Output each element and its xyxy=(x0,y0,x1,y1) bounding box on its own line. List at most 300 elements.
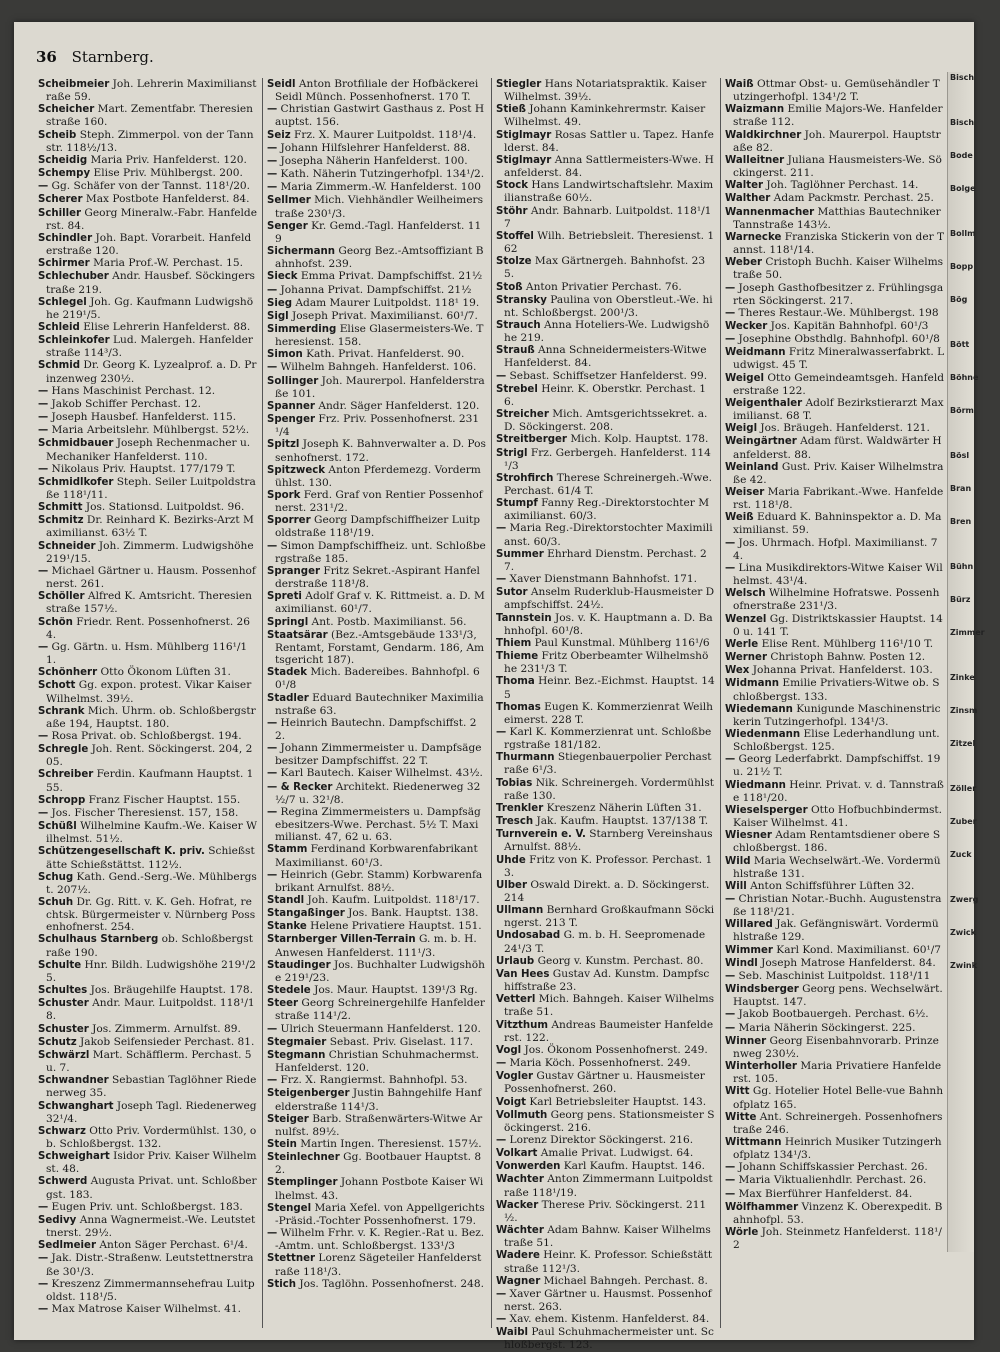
entry-details: Augusta Privat. unt. Schloßbergst. 183. xyxy=(46,1175,257,1201)
directory-column-4 xyxy=(721,78,950,1328)
entry-details: Adam Maurer Luitpoldst. 118¹ 19. xyxy=(292,296,480,309)
entry-details: Eugen Priv. unt. Schloßbergst. 183. xyxy=(48,1200,243,1213)
entry-name: — xyxy=(496,370,507,382)
directory-entry xyxy=(496,586,715,611)
entry-name: Streicher xyxy=(496,409,549,421)
directory-entry xyxy=(38,424,257,437)
entry-details: Max Gärtnergeh. Bahnhofst. 235. xyxy=(504,255,706,281)
entry-details: Dr. Georg K. Lyzealprof. a. D. Prinzenweg 230½. xyxy=(46,359,257,385)
directory-entry xyxy=(496,205,715,230)
directory-entry xyxy=(267,220,486,245)
entry-name: Winner xyxy=(725,1035,767,1047)
entry-details: Georg Mineralw.-Fabr. Hanfelderst. 84. xyxy=(46,206,257,232)
entry-details: Wilh. Betriebsleit. Theresienst. 162 xyxy=(504,229,715,256)
directory-entry xyxy=(725,307,945,320)
entry-name: Wacker xyxy=(496,1199,539,1211)
directory-entry xyxy=(38,666,257,679)
directory-entry xyxy=(725,1136,945,1161)
entry-name: Weigel xyxy=(725,372,764,384)
entry-name: Vitzthum xyxy=(496,1019,548,1031)
entry-details: Andr. Bahnarb. Luitpoldst. 118¹/17 xyxy=(504,204,712,230)
entry-details: Fritz von K. Professor. Perchast. 13. xyxy=(504,853,713,879)
entry-details: Maria Privatiere Hanfelderst. 105. xyxy=(733,1060,942,1086)
entry-details: Regina Zimmermeisters u. Dampfsägebesitzers-Wwe. Perchast. 5½ T. Maximilianst. 47, 62 u. 63. xyxy=(275,805,481,844)
entry-name: Turnverein e. V. xyxy=(496,829,586,841)
directory-entry xyxy=(496,1134,715,1147)
entry-name: — xyxy=(496,1288,507,1300)
entry-details: Joh. Bapt. Vorarbeit. Hanfelderstraße 120. xyxy=(46,231,252,258)
entry-name: — xyxy=(38,385,49,397)
directory-entry xyxy=(496,1057,715,1070)
entry-details: Jos. v. K. Hauptmann a. D. Bahnhofpl. 60¹/8. xyxy=(504,611,713,637)
entry-details: G. m. b. H. Seepromenade 24¹/3 T. xyxy=(504,929,706,955)
directory-column-2 xyxy=(263,78,492,1328)
entry-name: Sollinger xyxy=(267,375,319,387)
entry-name: Schiller xyxy=(38,207,82,219)
entry-details: Gg. Schäfer von der Tannst. 118¹/20. xyxy=(48,180,251,193)
directory-entry xyxy=(38,207,257,232)
entry-name: Undosabad xyxy=(496,930,561,942)
entry-name: Stich xyxy=(267,1278,296,1290)
entry-details: Maria Xefel. von Appellgerichts-Präsid.-Tochter Possenhofnerst. 179. xyxy=(275,1201,485,1227)
directory-entry xyxy=(38,1201,257,1214)
entry-name: Schuh xyxy=(38,897,74,908)
edge-fragment: Bran xyxy=(950,484,972,493)
entry-details: Andr. Säger Hanfelderst. 120. xyxy=(314,399,480,412)
entry-name: Weiß xyxy=(725,512,754,524)
entry-name: Scheidig xyxy=(38,154,88,166)
directory-entry xyxy=(267,1023,486,1036)
entry-name: Wild xyxy=(725,855,751,867)
directory-entry xyxy=(267,616,486,629)
entry-name: Spenger xyxy=(267,414,316,426)
directory-entry xyxy=(267,717,486,742)
entry-name: Wölfhammer xyxy=(725,1201,799,1213)
entry-details: Heinr. K. Oberstkr. Perchast. 16. xyxy=(504,382,706,408)
entry-details: Kreszenz Zimmermannsehefrau Luitpoldst. 118¹/5. xyxy=(46,1277,255,1303)
directory-entry xyxy=(38,501,257,514)
entry-details: Johanna Privat. Dampfschiffst. 21½ xyxy=(277,283,472,296)
entry-name: Schleinkofer xyxy=(38,335,110,347)
directory-entry xyxy=(38,984,257,997)
directory-entry xyxy=(496,1019,715,1044)
directory-entry xyxy=(725,1111,945,1136)
entry-details: Mart. Zementfabr. Theresienstraße 160. xyxy=(46,103,253,129)
entry-name: Spitzl xyxy=(267,439,300,451)
entry-details: Wilhelmine Kaufm.-We. Kaiser Wilhelmst. 51½. xyxy=(46,820,257,846)
directory-entry xyxy=(38,641,257,666)
entry-name: Vetterl xyxy=(496,994,536,1006)
entry-details: Maria Viktualienhdlr. Perchast. 26. xyxy=(735,1174,927,1187)
entry-details: Joh. Lehrerin Maximilianstraße 59. xyxy=(46,78,257,104)
directory-entry xyxy=(725,372,945,397)
entry-name: Simmerding xyxy=(267,323,337,335)
directory-entry xyxy=(725,1226,945,1251)
directory-entry xyxy=(267,907,486,920)
directory-entry xyxy=(267,361,486,374)
directory-entry xyxy=(267,181,486,194)
entry-name: — xyxy=(267,1228,278,1240)
entry-name: Schwanghart xyxy=(38,1100,114,1112)
entry-details: Jos. Stationsd. Luitpoldst. 96. xyxy=(82,501,245,514)
entry-details: Karl Kaufm. Hauptst. 146. xyxy=(560,1160,705,1173)
entry-name: Weidmann xyxy=(725,347,786,359)
entry-name: — xyxy=(38,565,49,577)
entry-name: Schregle xyxy=(38,744,89,756)
entry-details: Heinrich Bautechn. Dampfschiffst. 22. xyxy=(275,716,477,742)
entry-name: Wittmann xyxy=(725,1136,782,1148)
entry-name: Windsberger xyxy=(725,984,799,996)
entry-name: Schwandner xyxy=(38,1075,109,1087)
directory-entry xyxy=(267,1202,486,1227)
directory-entry xyxy=(725,1008,945,1021)
entry-name: Stolze xyxy=(496,256,532,268)
directory-entry xyxy=(496,129,715,154)
entry-details: Wilhelmine Hofratswe. Possenhofnerstraße 231¹/3. xyxy=(733,587,940,613)
entry-details: Wilhelm Frhr. v. K. Regier.-Rat u. Bez.-Amtm. unt. Schloßbergst. 133¹/3 xyxy=(275,1227,485,1253)
entry-name: Stöhr xyxy=(496,205,528,217)
directory-entry xyxy=(725,1060,945,1085)
entry-details: Heinr. Bez.-Eichmst. Hauptst. 145 xyxy=(504,675,715,701)
entry-name: Schindler xyxy=(38,232,93,244)
entry-details: Joh. Steinmetz Hanfelderst. 118¹/2 xyxy=(733,1226,942,1252)
entry-details: Jos. Ökonom Possenhofnerst. 249. xyxy=(521,1043,708,1056)
entry-name: Wiedenmann xyxy=(725,728,801,740)
entry-details: Xav. ehem. Kistenm. Hanfelderst. 84. xyxy=(506,1313,710,1326)
entry-name: Schreiber xyxy=(38,769,94,781)
entry-name: Strigl xyxy=(496,447,528,459)
entry-details: Kath. Gend.-Serg.-We. Mühlbergst. 207½. xyxy=(46,870,257,896)
directory-entry xyxy=(725,231,945,256)
entry-name: Schmitt xyxy=(38,502,83,514)
directory-entry xyxy=(267,869,486,894)
directory-entry xyxy=(725,537,945,562)
directory-entry xyxy=(496,1096,715,1109)
directory-entry xyxy=(496,1199,715,1224)
entry-details: Jos. Bank. Hauptst. 138. xyxy=(344,907,479,920)
entry-details: Wilhelm Bahngeh. Hanfelderst. 106. xyxy=(277,361,477,374)
entry-details: Johann Postbote Kaiser Wilhelmst. 43. xyxy=(275,1176,484,1202)
directory-entry xyxy=(725,511,945,536)
entry-details: Hans Maschinist Perchast. 12. xyxy=(48,384,216,397)
entry-details: Emilie Majors-We. Hanfelderstraße 112. xyxy=(733,103,943,129)
entry-name: Scheibmeier xyxy=(38,79,110,90)
entry-name: Weigenthaler xyxy=(725,397,803,409)
entry-details: Jos. Taglöhn. Possenhofnerst. 248. xyxy=(296,1277,484,1290)
directory-entry xyxy=(38,398,257,411)
directory-entry xyxy=(496,828,715,853)
entry-details: Michael Gärtner u. Hausm. Possenhofnerst. 261. xyxy=(46,564,256,591)
entry-details: Emilie Privatiers-Witwe ob. Schloßbergst. 133. xyxy=(733,677,940,703)
entry-details: Helene Privatiere Hauptst. 151. xyxy=(306,920,482,933)
directory-entry xyxy=(725,256,945,281)
entry-details: Anna Wagnermeist.-We. Leutstettnerst. 29½. xyxy=(46,1213,256,1240)
entry-details: Architekt. Riedenerweg 32½/7 u. 32¹/8. xyxy=(275,780,481,806)
edge-fragment: Zitzel xyxy=(950,739,976,748)
entry-details: Jos. Kapitän Bahnhofpl. 60¹/3 xyxy=(767,319,929,332)
directory-entry xyxy=(496,879,715,904)
entry-details: Stiegenbauerpolier Perchastraße 6¹/3. xyxy=(504,751,712,777)
directory-entry xyxy=(725,944,945,957)
entry-name: Wieselsperger xyxy=(725,804,808,816)
entry-name: — xyxy=(267,540,278,552)
directory-entry xyxy=(38,193,257,206)
entry-details: Elise Glasermeisters-We. Theresienst. 158. xyxy=(275,322,484,349)
directory-entry xyxy=(725,1022,945,1035)
entry-details: Nik. Schreinergeh. Vordermühlstraße 130. xyxy=(504,776,715,802)
entry-name: — xyxy=(496,574,507,586)
entry-details: Joh. Zimmerm. Ludwigshöhe 219¹/15. xyxy=(46,539,254,565)
directory-entry xyxy=(725,728,945,753)
directory-entry xyxy=(267,742,486,767)
entry-name: Weiser xyxy=(725,487,765,498)
directory-entry xyxy=(725,753,945,778)
entry-details: Gg. Hotelier Hotel Belle-vue Bahnhofplatz 165. xyxy=(733,1085,944,1111)
edge-fragment: Zimmer xyxy=(950,628,985,637)
entry-name: Spork xyxy=(267,490,301,501)
directory-entry xyxy=(267,959,486,984)
entry-name: — xyxy=(725,307,736,319)
entry-name: — xyxy=(38,181,49,193)
entry-name: Starnberger Villen-Terrain xyxy=(267,934,416,946)
directory-entry xyxy=(267,920,486,933)
entry-details: Heinr. Privat. v. d. Tannstraße 118¹/20. xyxy=(733,778,944,804)
entry-details: Georg pens. Wechselwärt. Hauptst. 147. xyxy=(733,983,943,1009)
entry-details: Frz. X. Rangiermst. Bahnhofpl. 53. xyxy=(277,1074,468,1087)
entry-name: Schmidbauer xyxy=(38,438,114,450)
entry-name: — xyxy=(267,142,278,154)
entry-details: Gustav Gärtner u. Hausmeister Possenhofnerst. 260. xyxy=(504,1070,705,1096)
entry-name: Tannstein xyxy=(496,612,552,624)
directory-entry xyxy=(496,255,715,280)
directory-entry xyxy=(496,294,715,319)
entry-name: Uhde xyxy=(496,854,526,866)
entry-name: Schwarz xyxy=(38,1125,86,1137)
page-number: 36 xyxy=(36,48,57,66)
entry-details: Sebastian Taglöhner Riedenerweg 35. xyxy=(46,1074,257,1100)
directory-entry xyxy=(38,794,257,807)
entry-name: Schmitz xyxy=(38,515,84,527)
entry-name: Wecker xyxy=(725,320,768,332)
directory-entry xyxy=(38,359,257,384)
directory-entry xyxy=(38,1252,257,1277)
entry-name: Schutz xyxy=(38,1036,77,1048)
entry-details: Anton Säger Perchast. 6¹/4. xyxy=(95,1239,248,1252)
directory-column-3 xyxy=(492,78,721,1352)
entry-details: Eduard K. Bahninspektor a. D. Maximilianst. 59. xyxy=(733,511,942,537)
directory-entry xyxy=(725,422,945,435)
entry-details: Jos. Maur. Hauptst. 139¹/3 Rg. xyxy=(310,984,478,997)
entry-details: Ant. Schreinergeh. Possenhofnerstraße 246. xyxy=(733,1110,943,1136)
entry-details: Ottmar Obst- u. Gemüsehändler Tutzingerhofpl. 134¹/2 T. xyxy=(733,78,940,104)
entry-name: Stadler xyxy=(267,692,309,704)
directory-entry xyxy=(496,675,715,700)
entry-name: Waiß xyxy=(725,79,754,90)
directory-entry xyxy=(496,777,715,802)
directory-entry xyxy=(267,489,486,514)
directory-entry xyxy=(38,705,257,730)
directory-entry xyxy=(725,893,945,918)
entry-details: Kath. Näherin Tutzingerhofpl. 134¹/2. xyxy=(277,168,485,181)
entry-details: Rosas Sattler u. Tapez. Hanfelderst. 84. xyxy=(504,128,714,154)
directory-entry xyxy=(496,447,715,472)
entry-name: Stock xyxy=(496,180,529,192)
entry-name: Springl xyxy=(267,616,309,628)
entry-name: Trenkler xyxy=(496,802,544,814)
directory-entry xyxy=(496,472,715,497)
directory-entry xyxy=(38,730,257,743)
entry-details: Gust. Priv. Kaiser Wilhelmstraße 42. xyxy=(733,460,944,486)
entry-details: Elise Rent. Mühlberg 116¹/10 T. xyxy=(758,637,934,650)
entry-name: Wiedemann xyxy=(725,703,793,715)
entry-details: Mich. Badereibes. Bahnhofpl. 60¹/8 xyxy=(275,666,480,692)
edge-fragment: Bopp xyxy=(950,262,974,271)
directory-entry xyxy=(38,616,257,641)
entry-details: Karl Bautech. Kaiser Wilhelmst. 43½. xyxy=(277,767,483,780)
entry-details: Jakob Seifensieder Perchast. 81. xyxy=(76,1035,255,1048)
entry-name: Schuster xyxy=(38,998,89,1010)
directory-entry xyxy=(267,1138,486,1151)
entry-name: Stein xyxy=(267,1138,297,1150)
directory-entry xyxy=(496,802,715,815)
directory-entry xyxy=(496,751,715,776)
entry-name: Stiglmayr xyxy=(496,154,552,166)
entry-name: — xyxy=(267,1075,278,1087)
edge-fragment: Zwink xyxy=(950,961,977,970)
directory-entry xyxy=(38,167,257,180)
directory-entry xyxy=(38,1239,257,1252)
directory-entry xyxy=(267,565,486,590)
entry-name: Van Hees xyxy=(496,968,550,980)
entry-name: Steigenberger xyxy=(267,1088,350,1100)
entry-details: Jakob Bootbauergeh. Perchast. 6½. xyxy=(735,1008,929,1021)
entry-name: — xyxy=(725,282,736,294)
directory-entry xyxy=(496,854,715,879)
directory-entry xyxy=(496,408,715,433)
edge-fragment: Zuber xyxy=(950,817,977,826)
directory-entry xyxy=(38,1074,257,1099)
entry-name: Scheicher xyxy=(38,104,95,116)
directory-entry xyxy=(38,540,257,565)
entry-name: — xyxy=(38,398,49,410)
directory-entry xyxy=(267,78,486,103)
edge-fragment: Zöller xyxy=(950,784,977,793)
entry-name: Schrank xyxy=(38,705,85,717)
directory-entry xyxy=(38,180,257,193)
directory-entry xyxy=(496,637,715,650)
directory-column-1 xyxy=(34,78,263,1328)
entry-name: — xyxy=(496,1058,507,1070)
entry-details: Fritz Oberbeamter Wilhelmshöhe 231¹/3 T. xyxy=(504,650,709,676)
entry-name: Waibl xyxy=(496,1327,529,1339)
entry-name: — xyxy=(38,730,49,742)
directory-entry xyxy=(38,845,257,870)
directory-entry xyxy=(496,955,715,968)
entry-details: Michael Bahngeh. Perchast. 8. xyxy=(540,1274,708,1287)
directory-entry xyxy=(267,103,486,128)
directory-entry xyxy=(725,1201,945,1226)
directory-entry xyxy=(267,997,486,1022)
entry-details: Seb. Maschinist Luitpoldst. 118¹/11 xyxy=(735,969,931,982)
directory-entry xyxy=(267,1087,486,1112)
entry-name: Ulber xyxy=(496,879,527,891)
directory-entry xyxy=(496,522,715,547)
entry-details: Heinr. K. Professor. Schießstättstraße 112¹/3. xyxy=(504,1249,713,1275)
entry-name: Schüßl xyxy=(38,821,77,833)
directory-entry xyxy=(267,666,486,691)
entry-name: Schlegel xyxy=(38,296,87,308)
entry-details: Fritz Sekret.-Aspirant Hanfelderstraße 118¹/8. xyxy=(275,564,480,591)
entry-details: Steph. Zimmerpol. von der Tannstr. 118½/13. xyxy=(46,128,254,154)
entry-name: Schott xyxy=(38,680,76,692)
entry-name: — xyxy=(496,726,507,738)
entry-name: Thomas xyxy=(496,701,541,713)
entry-details: Cristoph Buchh. Kaiser Wilhelmstraße 50. xyxy=(733,256,944,282)
directory-page xyxy=(14,22,985,1352)
directory-entry xyxy=(267,1151,486,1176)
entry-name: Vogl xyxy=(496,1044,522,1056)
edge-fragment: Bisch xyxy=(950,118,975,127)
directory-entry xyxy=(496,612,715,637)
entry-details: Jak. Gefängniswärt. Vordermühlstraße 129. xyxy=(733,918,939,944)
directory-entry xyxy=(496,1147,715,1160)
directory-entry xyxy=(725,103,945,128)
entry-details: Anselm Ruderklub-Hausmeister Dampfschiffst. 24½. xyxy=(504,586,715,612)
entry-name: — xyxy=(267,182,278,194)
directory-entry xyxy=(725,983,945,1008)
entry-name: Will xyxy=(725,880,747,892)
entry-name: Simon xyxy=(267,349,303,361)
entry-details: Frz. Priv. Possenhofnerst. 231¹/4 xyxy=(275,413,480,439)
edge-fragment: Bühn xyxy=(950,562,974,571)
entry-details: Otto Gemeindeamtsgeh. Hanfelderstraße 122. xyxy=(733,371,944,397)
directory-entry xyxy=(267,1227,486,1252)
entry-name: Wenzel xyxy=(725,613,767,625)
directory-entry xyxy=(725,435,945,460)
entry-name: Weinland xyxy=(725,461,779,473)
entry-name: Walther xyxy=(725,193,771,205)
entry-name: — xyxy=(725,1175,736,1187)
directory-entry xyxy=(38,476,257,501)
entry-details: Justin Bahngehilfe Hanfelderstraße 114¹/3. xyxy=(275,1087,482,1113)
entry-name: Witt xyxy=(725,1086,750,1098)
entry-details: Max Postbote Hanfelderst. 84. xyxy=(82,193,250,206)
directory-entry xyxy=(725,282,945,307)
entry-name: — xyxy=(267,717,278,729)
directory-entry xyxy=(38,807,257,820)
entry-details: Elise Lehrerin Hanfelderst. 88. xyxy=(79,320,251,333)
directory-entry xyxy=(725,1188,945,1201)
entry-name: Vonwerden xyxy=(496,1161,561,1173)
entry-name: Warnecke xyxy=(725,231,782,243)
entry-name: Urlaub xyxy=(496,955,535,967)
entry-details: Joh. Taglöhner Perchast. 14. xyxy=(763,179,919,192)
entry-details: Frz. X. Maurer Luitpoldst. 118¹/4. xyxy=(290,128,477,141)
entry-name: Vogler xyxy=(496,1071,534,1083)
entry-details: Frz. Gerbergeh. Hanfelderst. 114¹/3 xyxy=(504,446,711,472)
directory-entry xyxy=(496,815,715,828)
edge-fragment: Bürz xyxy=(950,595,971,604)
directory-entry xyxy=(496,1044,715,1057)
entry-name: Seidl xyxy=(267,79,296,90)
entry-name: Stegmaier xyxy=(267,1036,327,1048)
entry-name: Stangaßinger xyxy=(267,908,345,920)
entry-name: — xyxy=(38,1304,49,1315)
entry-details: Oswald Direkt. a. D. Söckingerst. 214 xyxy=(504,878,710,904)
entry-details: Maria Näherin Söckingerst. 225. xyxy=(735,1021,916,1034)
entry-name: Walter xyxy=(725,180,764,192)
entry-name: Wiedmann xyxy=(725,779,786,791)
